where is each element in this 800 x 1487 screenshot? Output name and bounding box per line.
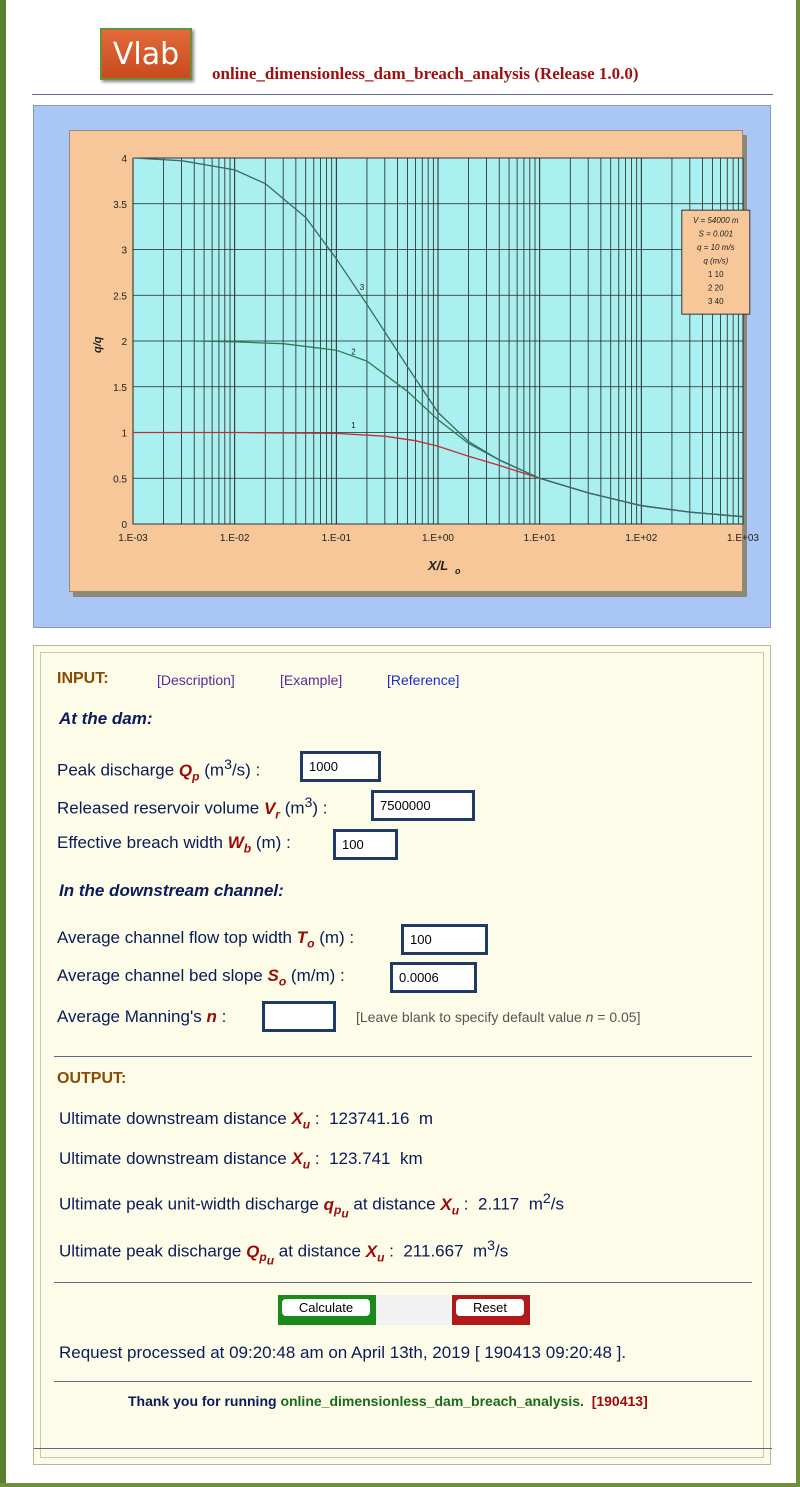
breach-width-input[interactable] (333, 829, 398, 860)
top-width-label: Average channel flow top width $T_o$ (m) : (57, 928, 355, 951)
status-text: Request processed at 09:20:48 am on April 13th, 2019 [ 190413 09:20:48 ]. (59, 1343, 627, 1362)
footer-message: Thank you for running online_dimensionless_dam_breach_analysis. [190413] (128, 1393, 648, 1409)
legend-line: 1 10 (708, 270, 724, 280)
peak-discharge-var: $Q_p$ (178, 760, 200, 784)
curve-label-1: 1 (351, 420, 356, 430)
y-tick-label: 2.5 (113, 291, 127, 303)
curve-label-2: 2 (351, 347, 356, 357)
x-tick-label: 1.E-02 (219, 533, 250, 544)
legend-line: S = 0.001 (698, 229, 734, 239)
legend-line: V = 54000 m (692, 216, 739, 226)
breach-width-var: $W_b$ (227, 833, 252, 856)
x-axis-label-sub: o (455, 566, 461, 576)
footer-code: [190413] (591, 1393, 648, 1409)
page-title: online_dimensionless_dam_breach_analysis (Release 1.0.0) (212, 64, 639, 83)
vlab-logo[interactable]: Vlab (100, 28, 192, 80)
y-tick-label: 1.5 (113, 382, 127, 394)
y-tick-label: 1 (121, 428, 127, 440)
status-divider (54, 1381, 752, 1382)
output-distance-m: Ultimate downstream distance $X_u$ : 123741.16 m (59, 1109, 434, 1132)
x-tick-label: 1.E+02 (625, 533, 658, 544)
x-axis-label: X/L (428, 558, 449, 573)
calculate-button-frame (278, 1295, 376, 1325)
output-heading: OUTPUT: (57, 1070, 127, 1087)
example-link[interactable]: [Example] (280, 672, 343, 688)
reservoir-volume-var: $V_r$ (263, 798, 280, 822)
button-spacer (376, 1295, 452, 1325)
description-link[interactable]: [Description] (157, 672, 235, 688)
right-border (796, 0, 800, 1487)
legend-line: q = 10 m/s (697, 243, 735, 253)
bed-slope-input[interactable] (390, 962, 477, 993)
input-divider (54, 1056, 752, 1057)
x-tick-label: 1.E+03 (727, 533, 759, 544)
output-distance-km: Ultimate downstream distance $X_u$ : 123.741 km (59, 1149, 423, 1172)
x-tick-label: 1.E+01 (523, 533, 556, 544)
y-tick-label: 2 (121, 337, 127, 348)
x-tick-label: 1.E+00 (422, 533, 454, 544)
peak-discharge-label: Peak discharge $Q_p$ $(m^3/s)$ : (57, 757, 261, 784)
bed-slope-label: Average channel bed slope $S_o$ (m/m) : (57, 966, 345, 989)
manning-var: n (206, 1007, 217, 1026)
breach-width-label: Effective breach width $W_b$ (m) : (57, 833, 291, 856)
figure-panel (33, 105, 771, 628)
output-unit-discharge: Ultimate peak unit-width discharge $q_{p_u}$ at distance $X_u$ : 2.117 $m^2/s$ (59, 1191, 564, 1221)
y-axis-label: q/q (92, 336, 104, 353)
bed-slope-var: $S_o$ (267, 966, 287, 989)
downstream-heading: In the downstream channel: (59, 881, 284, 900)
y-tick-label: 3 (121, 245, 127, 257)
reference-link[interactable]: [Reference] (387, 672, 460, 688)
io-panel (33, 645, 771, 1465)
reservoir-volume-label: Released reservoir volume $V_r$ $(m^3)$ : (57, 795, 328, 822)
y-tick-label: 3.5 (113, 199, 127, 211)
left-border (0, 0, 6, 1487)
chart-frame (69, 130, 759, 592)
reset-button-frame (452, 1295, 530, 1325)
output-divider (54, 1282, 752, 1283)
input-heading: INPUT: (57, 670, 109, 687)
output-peak-discharge: Ultimate peak discharge $Q_{p_u}$ at distance $X_u$ : 211.667 $m^3/s$ (59, 1238, 509, 1268)
peak-discharge-input[interactable] (300, 751, 381, 782)
x-tick-label: 1.E-01 (321, 533, 352, 544)
reset-button[interactable]: Reset (456, 1299, 524, 1316)
distance-km-value: 123.741 (329, 1149, 391, 1168)
manning-label: Average Manning's n : (57, 1007, 227, 1026)
header-divider (32, 94, 773, 95)
peak-discharge-value: 211.667 (403, 1241, 464, 1261)
x-tick-label: 1.E-03 (118, 533, 148, 544)
top-width-input[interactable] (401, 924, 488, 955)
unit-discharge-value: 2.117 (477, 1194, 520, 1214)
manning-note: [Leave blank to specify default value n = 0.05] (356, 1009, 641, 1025)
reservoir-volume-input[interactable] (371, 790, 475, 821)
curve-label-3: 3 (359, 282, 365, 292)
dimensionless-chart (70, 131, 759, 593)
top-width-var: $T_o$ (296, 928, 315, 951)
y-tick-label: 0 (121, 520, 127, 531)
calculate-button[interactable]: Calculate (282, 1299, 370, 1316)
legend-line: q (m/s) (703, 256, 729, 266)
footer-app-name: online_dimensionless_dam_breach_analysis. (280, 1393, 584, 1409)
distance-m-value: 123741.16 (329, 1109, 410, 1128)
legend-line: 2 20 (708, 283, 724, 293)
page-header (0, 0, 800, 92)
legend-line: 3 40 (708, 297, 724, 307)
y-tick-label: 4 (121, 154, 127, 165)
at-dam-heading: At the dam: (59, 709, 153, 728)
bottom-border (0, 1483, 800, 1487)
bottom-divider (34, 1448, 772, 1449)
y-tick-label: 0.5 (113, 474, 127, 486)
manning-input[interactable] (262, 1001, 336, 1032)
